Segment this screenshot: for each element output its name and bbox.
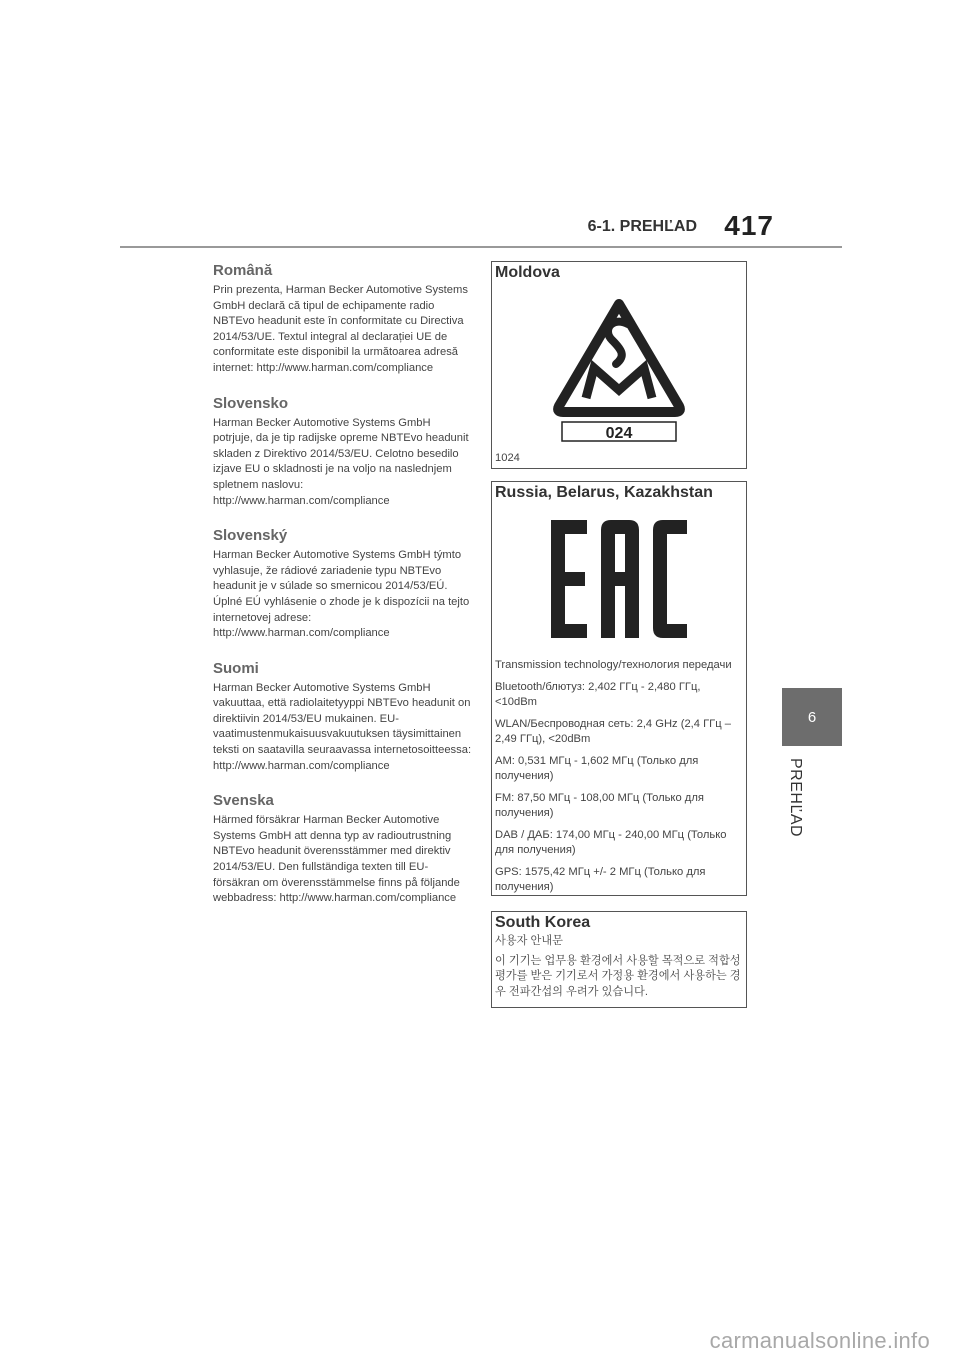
eac-line: Transmission technology/технология передачи: [495, 659, 732, 671]
declaration-text: Harman Becker Automotive Systems GmbH vakuuttaa, että radiolaitetyyppi NBTEvo headunit on direktiivin 2014/53/EU mukainen. EU-vaatimustenmukaisuusvakuutuksen täysimittainen teksti on saatavilla seuraavassa internetosoitteessa: http://www.harman.com/compliance: [213, 681, 472, 772]
language-heading: Slovenský: [213, 527, 288, 545]
eac-specifications: [492, 658, 746, 896]
section-title: 6-1. PREHĽAD: [587, 218, 697, 235]
eac-line: GPS: 1575,42 МГц +/- 2 МГц (Только для получения): [495, 865, 706, 893]
declaration-romana: [213, 262, 473, 377]
eac-line: AM: 0,531 МГц - 1,602 МГц (Только для получения): [495, 754, 699, 782]
eac-line: WLAN/Беспроводная сеть: 2,4 GHz (2,4 ГГц – 2,49 ГГц), <20dBm: [495, 717, 731, 745]
mark-number: 1024: [495, 452, 520, 464]
moldova-box: [491, 261, 747, 469]
moldova-title: Moldova: [495, 264, 560, 281]
declarations-column: [213, 262, 473, 925]
declaration-text: Harman Becker Automotive Systems GmbH potrjuje, da je tip radijske opreme NBTEvo headunit skladen z Direktivo 2014/53/EU. Celotno besedilo izjave EU o skladnosti je na voljo na naslednjem spletnem naslovu: http://www.harman.com/compliance: [213, 416, 469, 507]
page-number: 417: [724, 210, 774, 241]
korea-line: 이 기기는 업무용 환경에서 사용할 목적으로 적합성평가를 받은 기기로서 가정용 환경에서 사용하는 경우 전파간섭의 우려가 있습니다.: [495, 954, 741, 998]
eac-line: DAB / ДАБ: 174,00 МГц - 240,00 МГц (Только для получения): [495, 828, 727, 856]
declaration-svenska: [213, 792, 473, 907]
sm-mark-code: 024: [605, 425, 633, 442]
sm-conformity-mark-icon: [552, 298, 686, 446]
chapter-label: PREHĽAD: [787, 758, 804, 838]
korea-notice: [492, 934, 746, 1000]
declaration-text: Härmed försäkrar Harman Becker Automotive Systems GmbH att denna typ av radioutrustning NBTEvo headunit överensstämmer med direktiv 2014/53/EU. Den fullständiga texten till EU-försäkran om överensstämmelse finns på följande webbadress: http://www.harman.com/compliance: [213, 814, 460, 905]
eac-line: Bluetooth/блютуз: 2,402 ГГц - 2,480 ГГц, <10dBm: [495, 680, 701, 708]
language-heading: Română: [213, 262, 273, 279]
korea-line: 사용자 안내문: [495, 935, 563, 947]
language-heading: Slovensko: [213, 394, 289, 412]
eac-box: [491, 481, 747, 896]
chapter-tab[interactable]: 6: [782, 688, 842, 746]
eac-mark-icon: [551, 520, 687, 638]
language-heading: Suomi: [213, 659, 259, 677]
declaration-slovensko: [213, 395, 473, 510]
korea-title: South Korea: [495, 914, 591, 931]
south-korea-box: [491, 911, 747, 1008]
eac-title: Russia, Belarus, Kazakhstan: [495, 484, 713, 501]
declaration-suomi: [213, 660, 473, 775]
declaration-slovensky: [213, 527, 473, 642]
page-header: [120, 210, 842, 248]
declaration-text: Harman Becker Automotive Systems GmbH týmto vyhlasuje, že rádiové zariadenie typu NBTEvo headunit je v súlade so smernicou 2014/53/EÚ. Úplné EÚ vyhlásenie o zhode je k dispozícii na tejto internetovej adrese: http://www.harman.com/compliance: [213, 549, 470, 640]
watermark-text: carmanualsonline.info: [709, 1328, 930, 1353]
eac-line: FM: 87,50 МГц - 108,00 МГц (Только для получения): [495, 791, 704, 819]
language-heading: Svenska: [213, 792, 274, 810]
declaration-text: Prin prezenta, Harman Becker Automotive Systems GmbH declară că tipul de echipamente radio NBTEvo headunit este în conformitate cu Directiva 2014/53/UE. Textul integral al declarației UE de conformitate este disponibil la următoarea adresă internet: http://www.harman.com/compliance: [213, 284, 468, 374]
